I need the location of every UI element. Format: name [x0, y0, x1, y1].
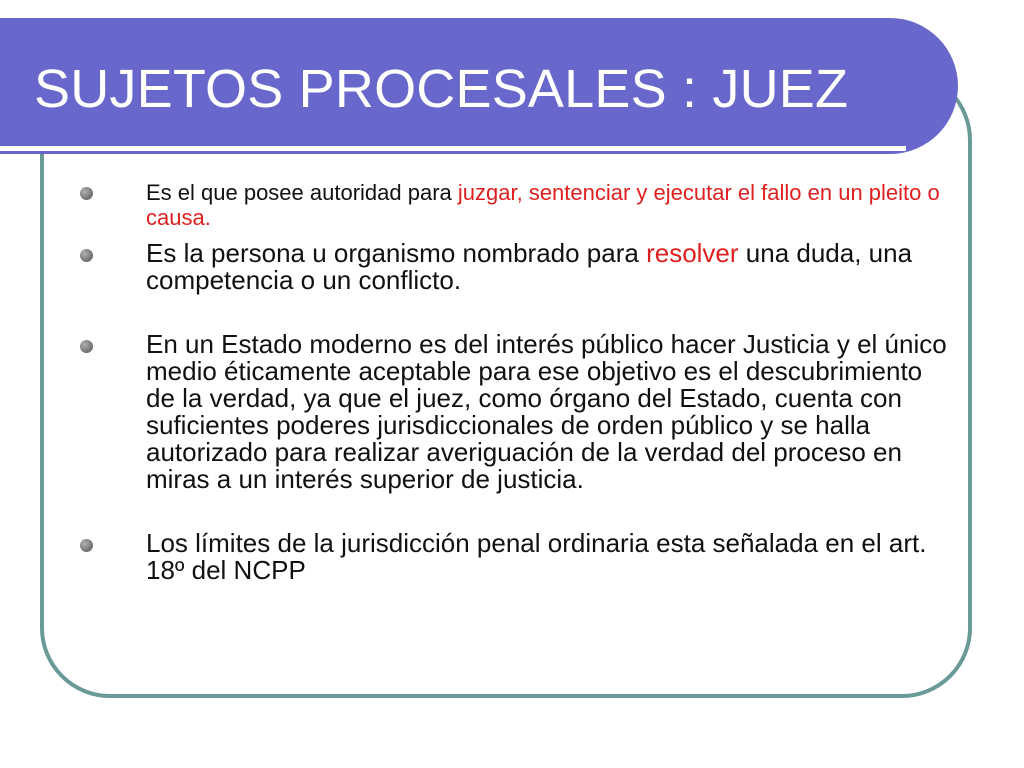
bullet-item-2 — [76, 240, 956, 294]
bullet-2-highlight: resolver — [646, 238, 739, 268]
bullet-dot-icon — [80, 249, 93, 262]
bullet-dot-icon — [80, 340, 93, 353]
bullet-item-3 — [76, 331, 956, 493]
bullet-item-4 — [76, 530, 956, 584]
bullet-1-highlight: juzgar, sentenciar y ejecutar el fallo en un pleito o causa. — [146, 180, 940, 230]
bullet-2-text: Es la persona u organismo nombrado para — [146, 238, 647, 268]
bullet-1-text: Es el que posee autoridad para — [146, 180, 458, 205]
title-bar — [0, 18, 958, 154]
bullet-4-text: Los límites de la jurisdicción penal ordinaria esta señalada en el art. 18º del NCPP — [146, 528, 927, 585]
bullet-3-text: En un Estado moderno es del interés público hacer Justicia y el único medio éticamente aceptable para ese objetivo es el descubrimiento de la verdad, ya que el juez, como órgano del Estado, cuenta con suficientes poderes jurisdiccionales de orden público y se halla autorizado para realizar averiguación de la verdad del proceso en miras a un interés superior de justicia. — [146, 329, 947, 494]
bullet-dot-icon — [80, 539, 93, 552]
bullet-list — [76, 180, 956, 584]
bullet-2-after: una duda, una competencia o un conflicto. — [146, 238, 913, 295]
slide-title: SUJETOS PROCESALES : JUEZ — [34, 59, 849, 119]
bullet-item-1 — [76, 180, 956, 230]
title-underline — [0, 146, 906, 151]
bullet-dot-icon — [80, 187, 93, 200]
